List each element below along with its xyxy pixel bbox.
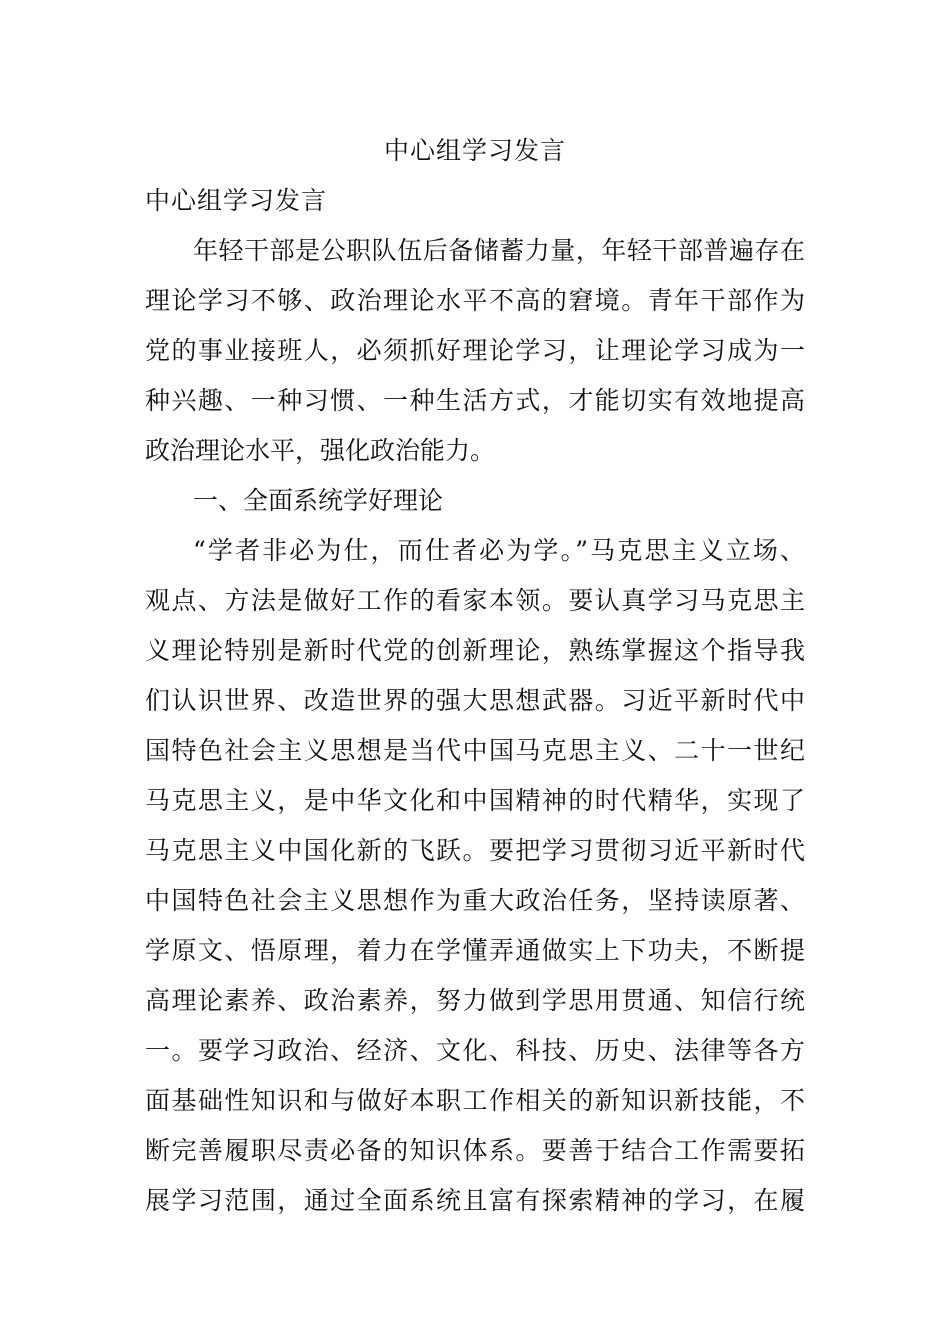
- paragraph-line: 学原文、悟原理，着力在学懂弄通做实上下功夫，不断提: [145, 936, 805, 965]
- paragraph-line: 展学习范围，通过全面系统且富有探索精神的学习，在履: [145, 1186, 805, 1215]
- paragraph-line: 年轻干部是公职队伍后备储蓄力量，年轻干部普遍存在: [193, 236, 805, 265]
- paragraph-line: 党的事业接班人，必须抓好理论学习，让理论学习成为一: [145, 336, 805, 365]
- paragraph-line: 面基础性知识和与做好本职工作相关的新知识新技能，不: [145, 1086, 805, 1115]
- paragraph-line: 种兴趣、一种习惯、一种生活方式，才能切实有效地提高: [145, 386, 805, 415]
- paragraph-line: 政治理论水平，强化政治能力。: [145, 436, 496, 465]
- section-heading: 一、全面系统学好理论: [193, 486, 444, 515]
- paragraph-line: “学者非必为仕，而仕者必为学。”马克思主义立场、: [193, 536, 805, 565]
- paragraph-line: 国特色社会主义思想是当代中国马克思主义、二十一世纪: [145, 736, 805, 765]
- paragraph-line: 中国特色社会主义思想作为重大政治任务，坚持读原著、: [145, 886, 805, 915]
- paragraph-line: 们认识世界、改造世界的强大思想武器。习近平新时代中: [145, 686, 805, 715]
- document-subtitle: 中心组学习发言: [145, 186, 328, 215]
- paragraph-line: 马克思主义中国化新的飞跃。要把学习贯彻习近平新时代: [145, 836, 805, 865]
- document-title: 中心组学习发言: [383, 136, 566, 165]
- paragraph-line: 理论学习不够、政治理论水平不高的窘境。青年干部作为: [145, 286, 805, 315]
- paragraph-line: 观点、方法是做好工作的看家本领。要认真学习马克思主: [145, 586, 805, 615]
- paragraph-line: 义理论特别是新时代党的创新理论，熟练掌握这个指导我: [145, 636, 805, 665]
- paragraph-line: 一。要学习政治、经济、文化、科技、历史、法律等各方: [145, 1036, 805, 1065]
- paragraph-line: 高理论素养、政治素养，努力做到学思用贯通、知信行统: [145, 986, 805, 1015]
- paragraph-line: 断完善履职尽责必备的知识体系。要善于结合工作需要拓: [145, 1136, 805, 1165]
- paragraph-line: 马克思主义，是中华文化和中国精神的时代精华，实现了: [145, 786, 805, 815]
